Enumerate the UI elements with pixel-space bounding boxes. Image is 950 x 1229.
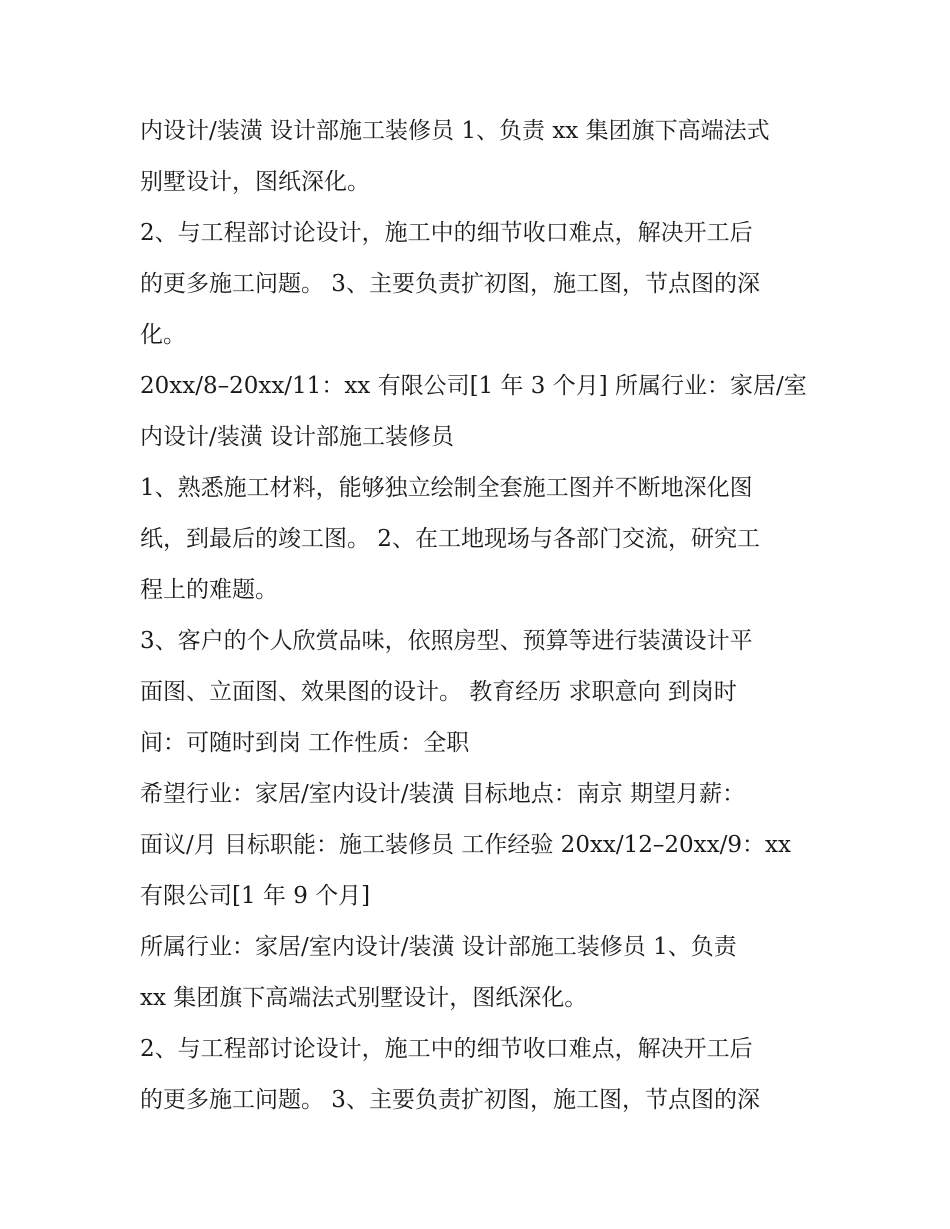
text-line: 的更多施工问题。 3、主要负责扩初图，施工图，节点图的深	[140, 1087, 760, 1113]
text-line: 纸，到最后的竣工图。 2、在工地现场与各部门交流，研究工	[140, 526, 760, 552]
text-line: 化。	[140, 322, 186, 348]
text-line: 程上的难题。	[140, 577, 278, 603]
text-line: 间：可随时到岗 工作性质：全职	[140, 730, 470, 756]
text-line: 面图、立面图、效果图的设计。 教育经历 求职意向 到岗时	[140, 679, 737, 705]
text-line: 内设计/装潢 设计部施工装修员	[140, 424, 455, 450]
text-line: 希望行业：家居/室内设计/装潢 目标地点：南京 期望月薪：	[140, 781, 746, 807]
text-line: 内设计/装潢 设计部施工装修员 1、负责 xx 集团旗下高端法式	[140, 118, 770, 144]
text-line: 1、熟悉施工材料，能够独立绘制全套施工图并不断地深化图	[140, 475, 753, 501]
text-line: 3、客户的个人欣赏品味，依照房型、预算等进行装潢设计平	[140, 628, 753, 654]
document-body	[140, 106, 820, 1126]
text-line: 2、与工程部讨论设计，施工中的细节收口难点，解决开工后	[140, 220, 753, 246]
text-line: 所属行业：家居/室内设计/装潢 设计部施工装修员 1、负责	[140, 934, 737, 960]
text-line: 20xx/8–20xx/11：xx 有限公司[1 年 3 个月] 所属行业：家居/室	[140, 373, 807, 399]
text-line: xx 集团旗下高端法式别墅设计，图纸深化。	[140, 985, 588, 1011]
text-line: 2、与工程部讨论设计，施工中的细节收口难点，解决开工后	[140, 1036, 753, 1062]
text-line: 有限公司[1 年 9 个月]	[140, 883, 371, 909]
text-line: 别墅设计，图纸深化。	[140, 169, 370, 195]
text-line: 面议/月 目标职能：施工装修员 工作经验 20xx/12–20xx/9：xx	[140, 832, 791, 858]
text-line: 的更多施工问题。 3、主要负责扩初图，施工图，节点图的深	[140, 271, 760, 297]
